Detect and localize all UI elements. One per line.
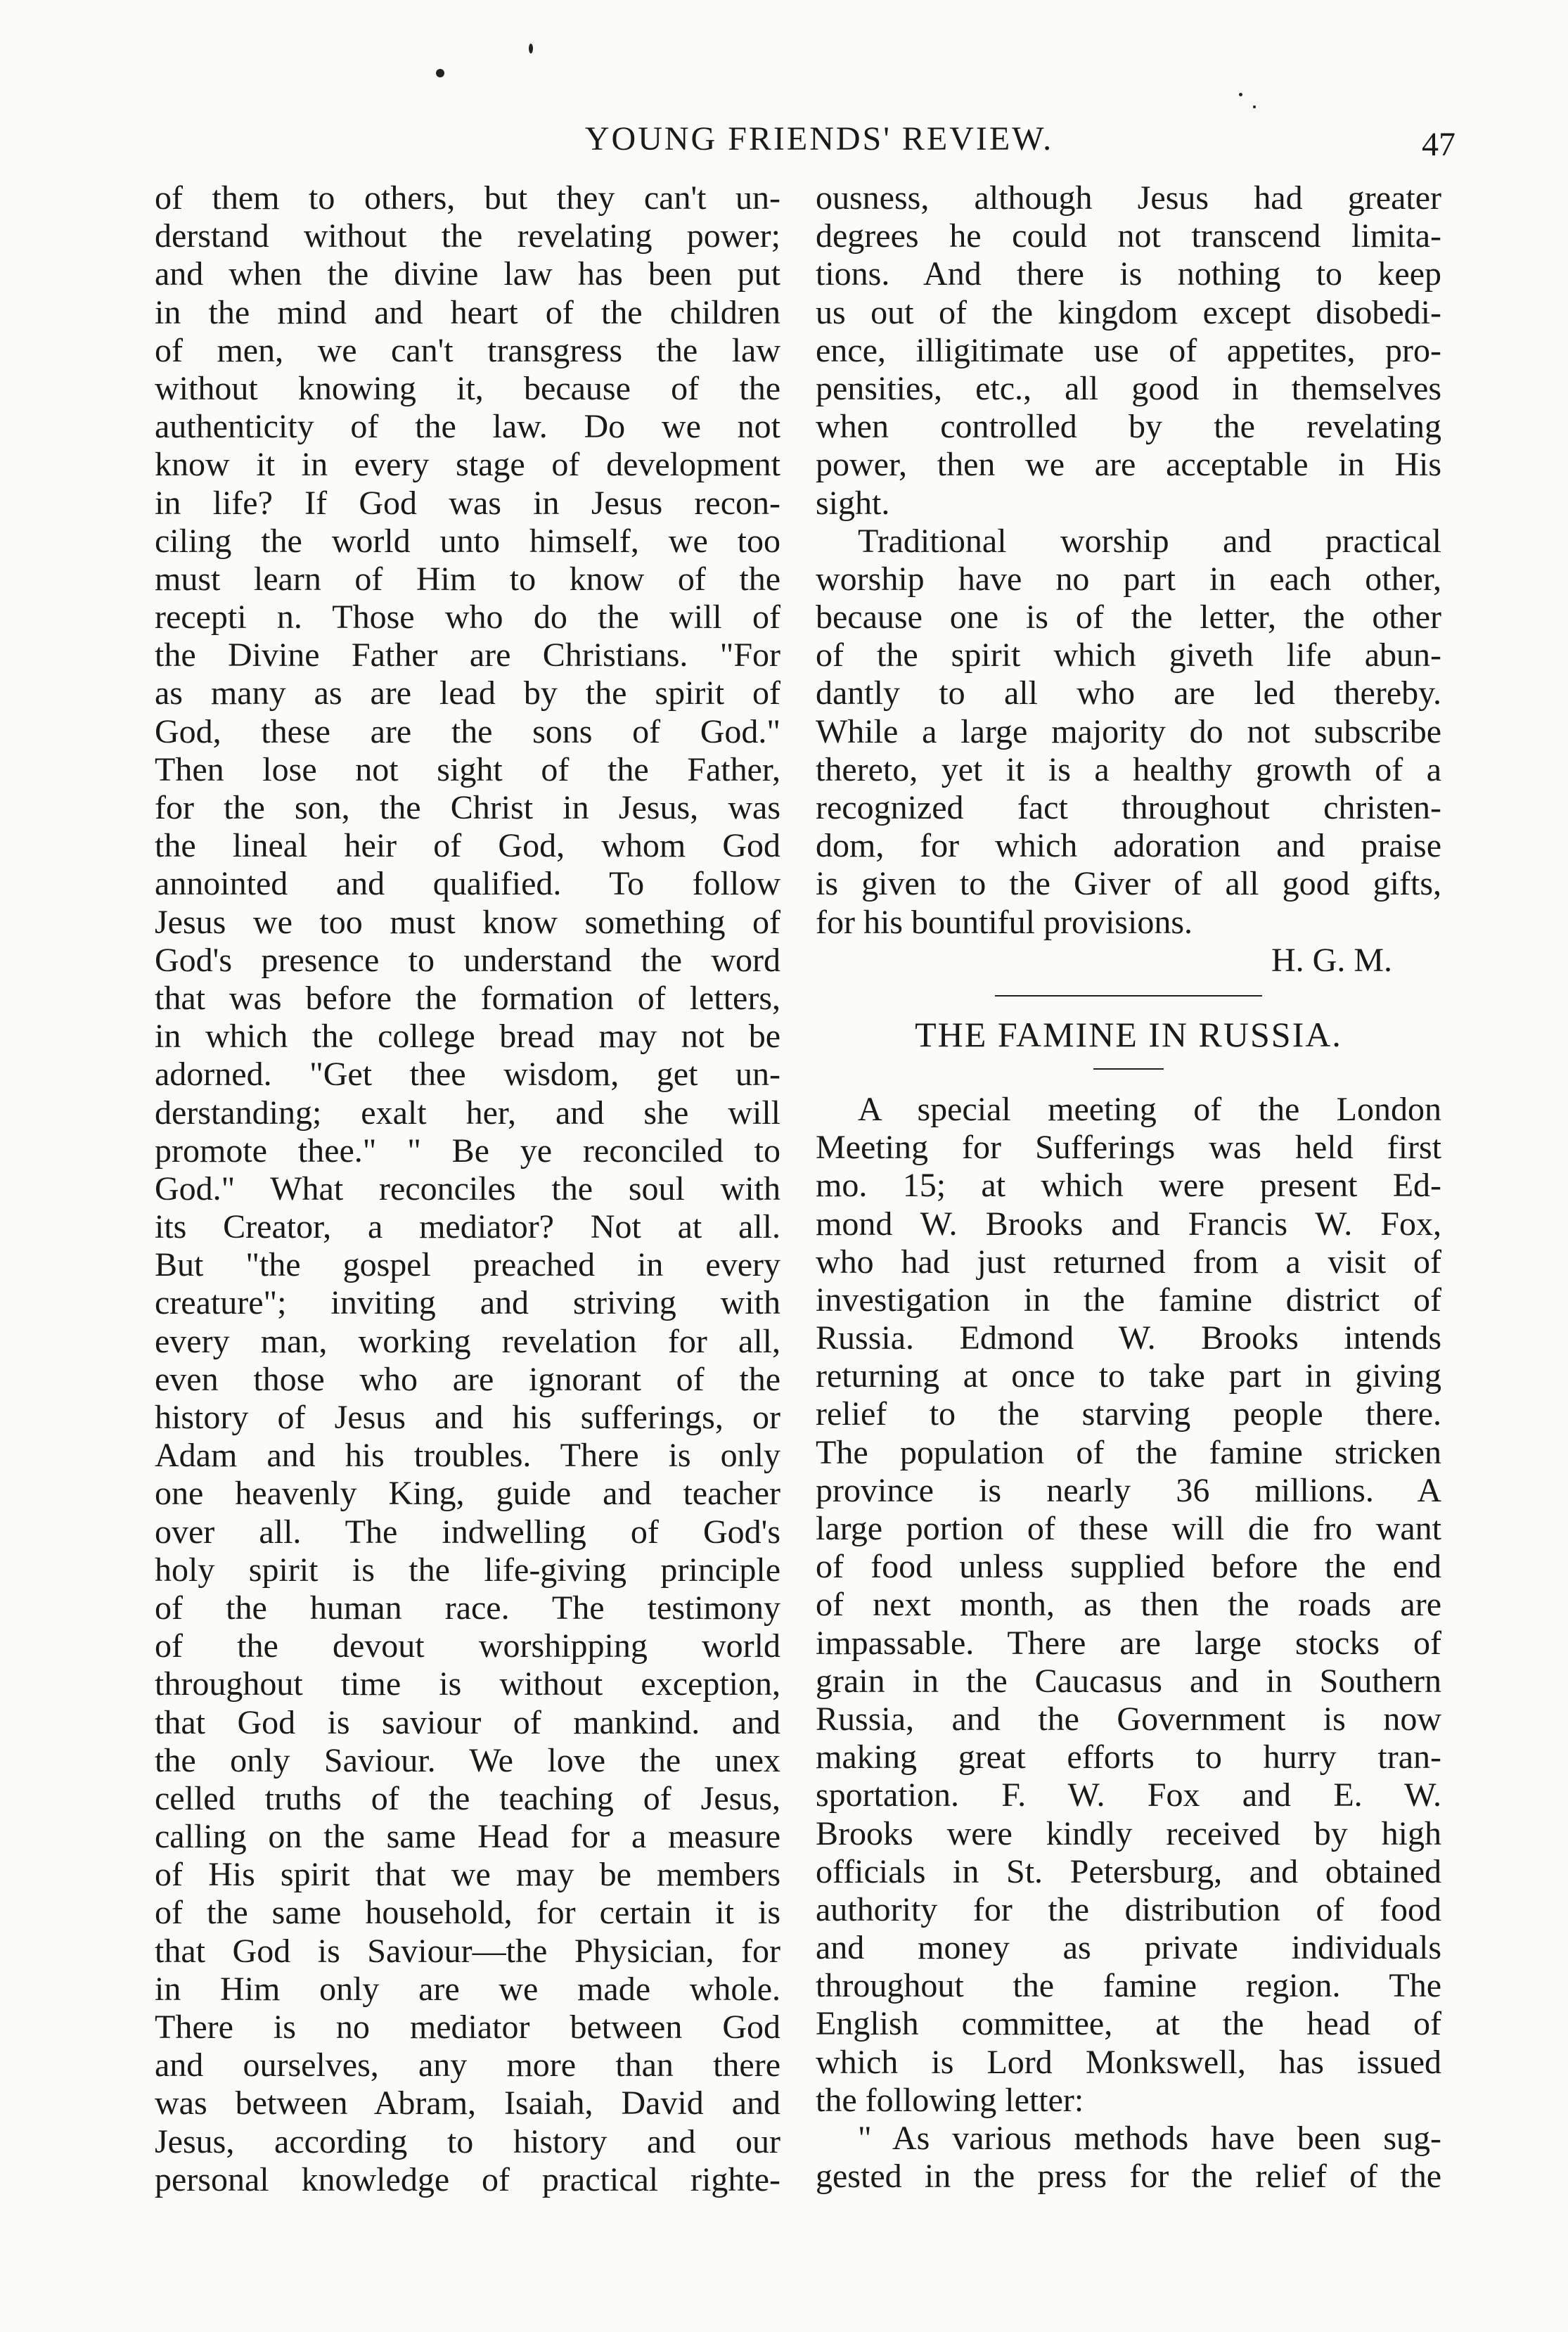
left-column (155, 179, 780, 2199)
text-line: in which the college bread may not be (155, 1018, 780, 1056)
text-line: as many as are lead by the spirit of (155, 674, 780, 712)
text-line: that God is Saviour—the Physician, for (155, 1932, 780, 1970)
text-line: degrees he could not transcend limita- (816, 217, 1441, 255)
heading-underline (1093, 1068, 1164, 1070)
running-title: YOUNG FRIENDS' REVIEW. (584, 120, 1054, 158)
text-line: officials in St. Petersburg, and obtained (816, 1852, 1441, 1890)
text-line: large portion of these will die fro want (816, 1510, 1441, 1547)
text-line: Traditional worship and practical (858, 522, 1441, 560)
text-line: recognized fact throughout christen- (816, 789, 1441, 826)
text-line: the following letter: (816, 2081, 1084, 2119)
text-line: dom, for which adoration and praise (816, 827, 1441, 865)
page-number: 47 (1422, 126, 1455, 163)
text-line: the lineal heir of God, whom God (155, 827, 780, 865)
text-line: and money as private individuals (816, 1929, 1441, 1967)
text-line: Russia. Edmond W. Brooks intends (816, 1319, 1441, 1357)
text-line: throughout time is without exception, (155, 1665, 780, 1703)
ink-speck (436, 69, 444, 77)
text-line: sportation. F. W. Fox and E. W. (816, 1776, 1441, 1814)
text-line: ence, illigitimate use of appetites, pro- (816, 331, 1441, 369)
text-line: God's presence to understand the word (155, 941, 780, 979)
text-line: But "the gospel preached in every (155, 1246, 780, 1284)
text-line: annointed and qualified. To follow (155, 865, 780, 903)
text-line: derstand without the revelating power; (155, 217, 780, 255)
text-line: over all. The indwelling of God's (155, 1513, 780, 1551)
text-line: know it in every stage of development (155, 446, 780, 484)
text-line: returning at once to take part in giving (816, 1357, 1441, 1395)
text-line: recepti n. Those who do the will of (155, 598, 780, 636)
section-divider (995, 995, 1262, 997)
text-line: that God is saviour of mankind. and (155, 1703, 780, 1741)
text-line: in Him only are we made whole. (155, 1970, 780, 2008)
text-line: of men, we can't transgress the law (155, 331, 780, 369)
text-line: was between Abram, Isaiah, David and (155, 2084, 780, 2122)
text-line: A special meeting of the London (858, 1090, 1441, 1128)
text-line: the only Saviour. We love the unex (155, 1741, 780, 1779)
text-line: in life? If God was in Jesus recon- (155, 484, 780, 522)
text-line: Brooks were kindly received by high (816, 1814, 1441, 1852)
text-line: While a large majority do not subscribe (816, 712, 1441, 750)
text-line: mond W. Brooks and Francis W. Fox, (816, 1205, 1441, 1243)
ink-speck (1253, 105, 1256, 108)
text-line: even those who are ignorant of the (155, 1360, 780, 1398)
text-line: derstanding; exalt her, and she will (155, 1094, 780, 1132)
text-line: and when the divine law has been put (155, 255, 780, 293)
text-line: mo. 15; at which were present Ed- (816, 1167, 1441, 1205)
text-line: holy spirit is the life-giving principle (155, 1551, 780, 1589)
ink-speck (529, 44, 533, 53)
text-line: is given to the Giver of all good gifts, (816, 865, 1441, 903)
text-line: The population of the famine stricken (816, 1433, 1441, 1471)
text-line: because one is of the letter, the other (816, 598, 1441, 636)
text-line: investigation in the famine district of (816, 1281, 1441, 1319)
text-line: " As various methods have been sug- (858, 2120, 1441, 2157)
text-line: authenticity of the law. Do we not (155, 408, 780, 446)
text-line: and ourselves, any more than there (155, 2046, 780, 2084)
text-line: There is no mediator between God (155, 2009, 780, 2046)
text-line: grain in the Caucasus and in Southern (816, 1662, 1441, 1700)
text-line: Meeting for Sufferings was held first (816, 1129, 1441, 1167)
text-line: gested in the press for the relief of the (816, 2158, 1441, 2196)
text-line: of the same household, for certain it is (155, 1894, 780, 1932)
text-line: ousness, although Jesus had greater (816, 179, 1441, 217)
text-line: must learn of Him to know of the (155, 560, 780, 598)
text-line: God." What reconciles the soul with (155, 1170, 780, 1207)
text-line: promote thee." " Be ye reconciled to (155, 1132, 780, 1170)
text-line: without knowing it, because of the (155, 369, 780, 407)
text-line: for the son, the Christ in Jesus, was (155, 789, 780, 826)
text-line: history of Jesus and his sufferings, or (155, 1399, 780, 1436)
text-line: that was before the formation of letters, (155, 979, 780, 1017)
text-line: ciling the world unto himself, we too (155, 522, 780, 560)
text-line: power, then we are acceptable in His (816, 446, 1441, 484)
text-line: province is nearly 36 millions. A (816, 1471, 1441, 1509)
text-line: us out of the kingdom except disobedi- (816, 293, 1441, 331)
ink-speck (1239, 93, 1242, 96)
text-line: thereto, yet it is a healthy growth of a (816, 750, 1441, 788)
section-heading: THE FAMINE IN RUSSIA. (915, 1014, 1342, 1054)
text-line: celled truths of the teaching of Jesus, (155, 1779, 780, 1817)
text-line: pensities, etc., all good in themselves (816, 369, 1441, 407)
text-line: relief to the starving people there. (816, 1395, 1441, 1433)
text-line: Then lose not sight of the Father, (155, 750, 780, 788)
text-line: creature"; inviting and striving with (155, 1284, 780, 1322)
text-line: Adam and his troubles. There is only (155, 1437, 780, 1475)
text-line: impassable. There are large stocks of (816, 1624, 1441, 1662)
text-line: who had just returned from a visit of (816, 1243, 1441, 1281)
text-line: of His spirit that we may be members (155, 1856, 780, 1894)
text-line: dantly to all who are led thereby. (816, 674, 1441, 712)
text-line: for his bountiful provisions. (816, 903, 1193, 941)
text-line: adorned. "Get thee wisdom, get un- (155, 1056, 780, 1094)
text-line: Jesus, according to history and our (155, 2122, 780, 2160)
text-line: tions. And there is nothing to keep (816, 255, 1441, 293)
text-line: the Divine Father are Christians. "For (155, 636, 780, 674)
text-line: its Creator, a mediator? Not at all. (155, 1208, 780, 1246)
right-column (816, 179, 1441, 2196)
text-line: personal knowledge of practical righte- (155, 2160, 780, 2198)
text-line: authority for the distribution of food (816, 1890, 1441, 1928)
text-line: when controlled by the revelating (816, 408, 1441, 446)
text-line: of the devout worshipping world (155, 1627, 780, 1665)
text-line: throughout the famine region. The (816, 1967, 1441, 2005)
text-line: every man, working revelation for all, (155, 1322, 780, 1360)
text-line: worship have no part in each other, (816, 560, 1441, 598)
text-line: Jesus we too must know something of (155, 903, 780, 941)
signature: H. G. M. (1271, 941, 1392, 979)
page-header (155, 120, 1484, 176)
text-line: God, these are the sons of God." (155, 712, 780, 750)
text-line: Russia, and the Government is now (816, 1700, 1441, 1738)
text-line: English committee, at the head of (816, 2005, 1441, 2043)
text-line: of the human race. The testimony (155, 1589, 780, 1627)
text-line: of next month, as then the roads are (816, 1586, 1441, 1624)
text-line: of food unless supplied before the end (816, 1548, 1441, 1586)
text-line: sight. (816, 484, 890, 522)
text-line: of the spirit which giveth life abun- (816, 636, 1441, 674)
text-line: calling on the same Head for a measure (155, 1818, 780, 1856)
text-line: in the mind and heart of the children (155, 293, 780, 331)
text-line: which is Lord Monkswell, has issued (816, 2043, 1441, 2081)
text-line: one heavenly King, guide and teacher (155, 1475, 780, 1513)
text-line: of them to others, but they can't un- (155, 179, 780, 217)
text-line: making great efforts to hurry tran- (816, 1738, 1441, 1776)
